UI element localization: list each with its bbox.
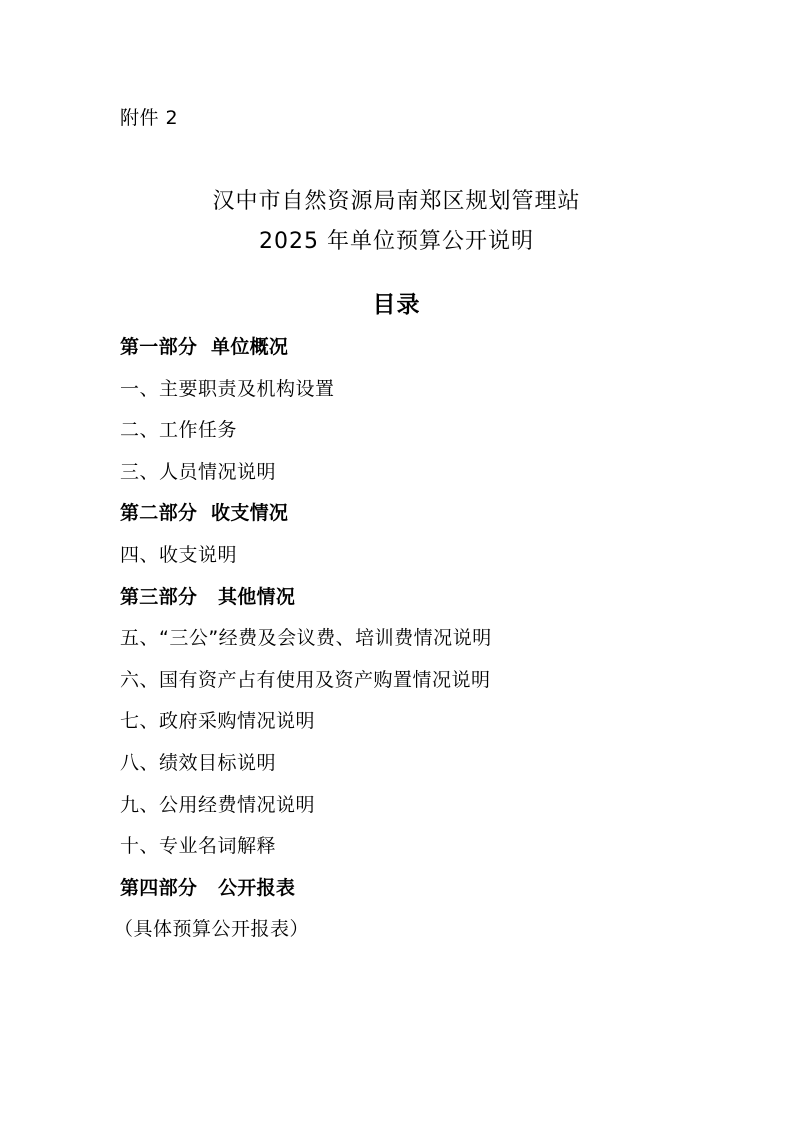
toc-item: 七、政府采购情况说明 (120, 710, 316, 733)
toc-part-4: 第四部分 公开报表 (120, 876, 296, 899)
toc-item: 五、“三公”经费及会议费、培训费情况说明 (120, 627, 492, 650)
document-title-line-1: 汉中市自然资源局南郑区规划管理站 (212, 189, 581, 214)
toc-part-3: 第三部分 其他情况 (120, 585, 296, 608)
toc-part-1: 第一部分 单位概况 (120, 336, 289, 358)
attachment-label: 附件 2 (120, 107, 179, 129)
toc-item: 三、人员情况说明 (120, 460, 277, 483)
toc-item: 六、国有资产占有使用及资产购置情况说明 (120, 668, 491, 691)
toc-part-2: 第二部分 收支情况 (120, 502, 289, 525)
toc-item: 一、主要职责及机构设置 (120, 377, 335, 400)
toc-item: 二、工作任务 (120, 419, 238, 442)
toc-heading: 目录 (372, 292, 421, 318)
toc-item: 十、专业名词解释 (120, 835, 277, 858)
toc-item: 八、绩效目标说明 (120, 751, 277, 774)
toc-item: 九、公用经费情况说明 (120, 793, 316, 816)
toc-note: （具体预算公开报表） (114, 918, 310, 941)
table-of-contents (114, 333, 740, 957)
toc-item: 四、收支说明 (120, 543, 238, 566)
document-title-line-2: 2025 年单位预算公开说明 (259, 229, 534, 254)
